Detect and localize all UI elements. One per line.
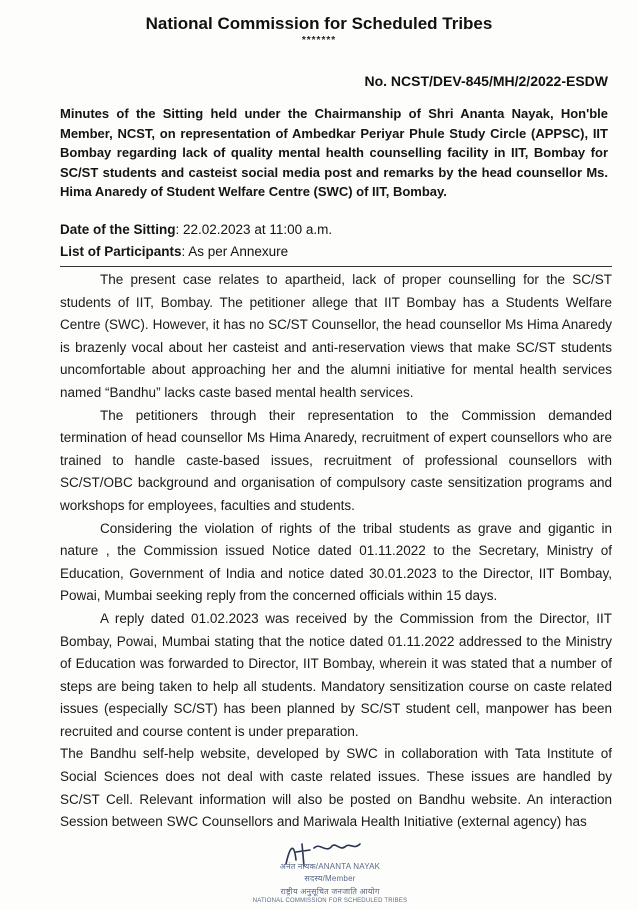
participants-value: : As per Annexure	[181, 244, 289, 259]
participants-label: List of Participants	[60, 244, 182, 259]
stamp-designation: सदस्य/Member	[304, 874, 356, 883]
title-separator: *******	[301, 35, 337, 46]
stamp-organisation-hindi: राष्ट्रीय अनुसूचित जनजाति आयोग	[280, 887, 380, 896]
section-divider	[60, 266, 612, 267]
body-paragraph: Considering the violation of rights of the tribal students as grave and gigantic in nature , the Commission issued Notice dated 01.11.2022 to the Secretary, Ministry of Education, Government of India and notice dated 30.01.2023 to the Director, IIT Bombay, Powai, Mumbai seeking reply from the concerned officials within 15 days.	[60, 520, 612, 604]
document-title: National Commission for Scheduled Tribes	[145, 14, 493, 33]
body-paragraph: A reply dated 01.02.2023 was received by the Commission from the Director, IIT Bombay, Powai, Mumbai stating that the notice dated 01.11.2022 addressed to the Ministry of Education was forwarded to Director, IIT Bombay, wherein it was stated that a number of steps are being taken to help all students. Mandatory sensitization course on caste related issues (especially SC/ST) has been planned by SC/ST student cell, manpower has been recruited and course content is under preparation.	[60, 610, 612, 739]
stamp-organisation-english: NATIONAL COMMISSION FOR SCHEDULED TRIBES	[252, 898, 408, 904]
minutes-subject: Minutes of the Sitting held under the Chairmanship of Shri Ananta Nayak, Hon'ble Member, NCST, on representation of Ambedkar Periyar Phule Study Circle (APPSC), IIT Bombay regarding lack of quality mental health counselling facility in IIT, Bombay for SC/ST students and casteist social media post and remarks by the head counsellor Ms. Hima Anaredy of Student Welfare Centre (SWC) of IIT, Bombay.	[60, 106, 608, 200]
body-paragraph: The Bandhu self-help website, developed by SWC in collaboration with Tata Institute of Social Sciences does not deal with caste related issues. These issues are handled by SC/ST Cell. Relevant information will also be posted on Bandhu website. An interaction Session between SWC Counsellors and Mariwala Health Initiative (external agency) has	[60, 746, 612, 830]
reference-number: No. NCST/DEV-845/MH/2/2022-ESDW	[364, 73, 608, 89]
stamp-name: अनंत नायक/ANANTA NAYAK	[279, 862, 381, 871]
participants	[60, 244, 288, 259]
sitting-date	[60, 222, 332, 237]
body-paragraph: The present case relates to apartheid, lack of proper counselling for the SC/ST students of IIT, Bombay. The petitioner allege that IIT Bombay has a Students Welfare Centre (SWC). However, it has no SC/ST Counsellor, the head counsellor Ms Hima Anaredy is brazenly vocal about her casteist and anti-reservation views that make SC/ST students uncomfortable about approaching her and the alumni initiative for mental health services named “Bandhu” lacks caste based mental health services.	[60, 272, 612, 400]
body-paragraph: The petitioners through their representation to the Commission demanded termination of head counsellor Ms Hima Anaredy, recruitment of expert counsellors who are trained to handle caste-based issues, recruitment of professional counsellors with SC/ST/OBC background and organisation of compulsory caste sensitization programs and workshops for employees, faculties and students.	[60, 407, 612, 513]
sitting-date-value: : 22.02.2023 at 11:00 a.m.	[175, 222, 333, 237]
sitting-date-label: Date of the Sitting	[60, 222, 176, 237]
minutes-body	[60, 269, 612, 834]
